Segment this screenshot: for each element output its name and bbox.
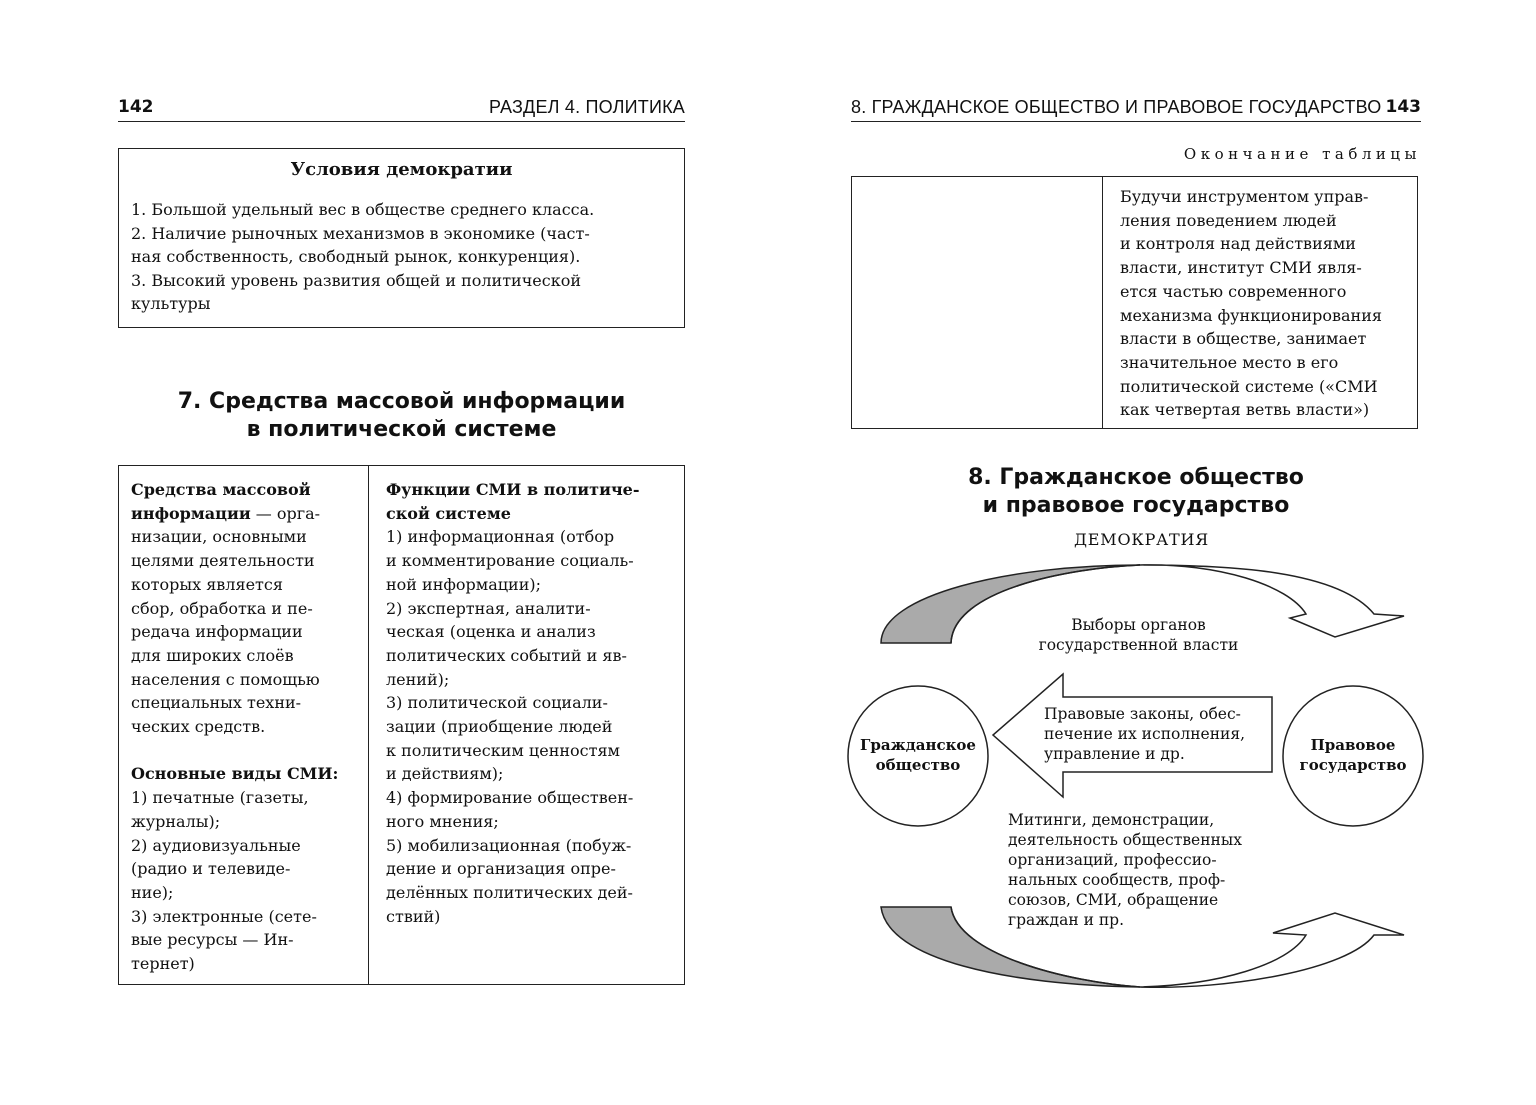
cell-line: ется частью современного bbox=[1120, 281, 1347, 301]
definition-line: населения с помощью bbox=[131, 669, 320, 689]
definition-line: целями деятельности bbox=[131, 551, 315, 571]
rallies-line: граждан и пр. bbox=[1008, 911, 1125, 929]
media-type-line: ние); bbox=[131, 882, 174, 902]
definition-line: специальных техни- bbox=[131, 693, 302, 713]
rallies-line: союзов, СМИ, обращение bbox=[1008, 891, 1219, 909]
civil-society-label bbox=[848, 735, 988, 775]
section-title-line: 7. Средства массовой информации bbox=[177, 389, 626, 414]
media-functions-column bbox=[369, 466, 684, 984]
function-line: дение и организация опре- bbox=[386, 859, 616, 879]
cell-line: Будучи инструментом управ- bbox=[1120, 187, 1369, 206]
page-number: 143 bbox=[1385, 97, 1421, 117]
media-type-line: тернет) bbox=[131, 954, 195, 974]
media-type-line: журналы); bbox=[131, 811, 221, 831]
definition-line: редача информации bbox=[131, 622, 303, 642]
elections-label bbox=[1026, 615, 1251, 655]
function-line: к политическим ценностям bbox=[386, 740, 620, 760]
function-line: лений); bbox=[386, 669, 450, 689]
definition-text: — орга- bbox=[250, 503, 321, 523]
function-line: зации (приобщение людей bbox=[386, 717, 613, 737]
running-head-title: 8. ГРАЖДАНСКОЕ ОБЩЕСТВО И ПРАВОВОЕ ГОСУДАРСТВО bbox=[851, 97, 1382, 117]
section-title-line: и правовое государство bbox=[982, 493, 1290, 518]
definition-line: которых является bbox=[131, 574, 283, 594]
section-title-line: в политической системе bbox=[246, 417, 557, 442]
function-line: политических событий и яв- bbox=[386, 645, 627, 665]
running-head-left bbox=[118, 95, 685, 122]
democracy-label: ДЕМОКРАТИЯ bbox=[1074, 530, 1209, 549]
function-line: 3) политической социали- bbox=[386, 693, 608, 713]
function-line: и комментирование социаль- bbox=[386, 551, 634, 571]
definition-line bbox=[131, 502, 356, 526]
function-line: 5) мобилизационная (побуж- bbox=[386, 835, 632, 855]
definition-term: информации bbox=[131, 503, 251, 523]
functions-heading: ской системе bbox=[386, 503, 511, 523]
functions-heading: Функции СМИ в политиче- bbox=[386, 480, 640, 499]
circle-label-line: Правовое bbox=[1310, 736, 1396, 754]
media-type-line: (радио и телевиде- bbox=[131, 859, 291, 879]
function-line: 2) экспертная, аналити- bbox=[386, 598, 591, 618]
function-line: делённых политических дей- bbox=[386, 882, 633, 902]
page-number: 142 bbox=[118, 97, 154, 117]
rallies-line: деятельность общественных bbox=[1008, 831, 1242, 849]
media-type-line: 1) печатные (газеты, bbox=[131, 788, 309, 808]
function-line: и действиям); bbox=[386, 764, 504, 784]
media-definition-column bbox=[119, 466, 369, 984]
laws-label bbox=[1044, 704, 1269, 764]
laws-line: Правовые законы, обес- bbox=[1044, 705, 1241, 723]
legal-state-label bbox=[1283, 735, 1423, 775]
circle-label-line: государство bbox=[1299, 756, 1407, 774]
condition-line: ная собственность, свободный рынок, конкуренция). bbox=[131, 247, 581, 266]
definition-line: сбор, обработка и пе- bbox=[131, 598, 313, 618]
cell-line: как четвертая ветвь власти») bbox=[1120, 400, 1370, 420]
elections-line: государственной власти bbox=[1038, 636, 1239, 654]
media-types-heading: Основные виды СМИ: bbox=[131, 764, 339, 784]
function-line: ческая (оценка и анализ bbox=[386, 622, 596, 642]
laws-line: управление и др. bbox=[1044, 745, 1185, 763]
condition-line: 1. Большой удельный вес в обществе среднего класса. bbox=[131, 200, 595, 219]
right-page bbox=[768, 0, 1536, 1105]
rallies-label bbox=[1008, 810, 1278, 930]
function-line: ной информации); bbox=[386, 574, 542, 594]
rallies-line: нальных сообществ, проф- bbox=[1008, 871, 1226, 889]
definition-term: Средства массовой bbox=[131, 480, 311, 499]
cell-line: власти, институт СМИ явля- bbox=[1120, 258, 1362, 278]
function-line: 1) информационная (отбор bbox=[386, 527, 615, 547]
cell-line: власти в обществе, занимает bbox=[1120, 329, 1367, 349]
condition-line: культуры bbox=[131, 294, 211, 313]
function-line: ного мнения; bbox=[386, 811, 499, 831]
media-type-line: 3) электронные (сете- bbox=[131, 906, 317, 926]
media-type-line: вые ресурсы — Ин- bbox=[131, 930, 294, 950]
democracy-diagram bbox=[768, 0, 1536, 1105]
running-head-title: РАЗДЕЛ 4. ПОЛИТИКА bbox=[488, 97, 685, 117]
definition-line: низации, основными bbox=[131, 527, 307, 547]
conditions-title: Условия демократии bbox=[290, 159, 513, 180]
rallies-line: Митинги, демонстрации, bbox=[1008, 811, 1215, 829]
circle-label-line: общество bbox=[875, 756, 961, 774]
laws-line: печение их исполнения, bbox=[1044, 725, 1246, 743]
media-table bbox=[118, 465, 685, 985]
rallies-line: организаций, профессио- bbox=[1008, 851, 1217, 869]
definition-line: ческих средств. bbox=[131, 717, 266, 737]
cell-line: ления поведением людей bbox=[1120, 210, 1337, 230]
section-title-line: 8. Гражданское общество bbox=[968, 465, 1304, 490]
cell-line: механизма функционирования bbox=[1120, 305, 1382, 325]
democracy-conditions-box bbox=[118, 148, 685, 328]
media-type-line: 2) аудиовизуальные bbox=[131, 835, 301, 855]
function-line: 4) формирование обществен- bbox=[386, 788, 634, 808]
section-7-title bbox=[118, 388, 685, 444]
definition-line: для широких слоёв bbox=[131, 645, 294, 665]
condition-line: 3. Высокий уровень развития общей и политической bbox=[131, 270, 582, 290]
elections-line: Выборы органов bbox=[1071, 616, 1206, 634]
circle-label-line: Гражданское bbox=[860, 736, 976, 754]
condition-line: 2. Наличие рыночных механизмов в экономике (част- bbox=[131, 223, 590, 243]
function-line: ствий) bbox=[386, 906, 441, 926]
table-end-label: Окончание таблицы bbox=[1183, 145, 1421, 163]
cell-line: значительное место в его bbox=[1120, 352, 1339, 372]
cell-line: и контроля над действиями bbox=[1120, 234, 1356, 254]
cell-line: политической системе («СМИ bbox=[1120, 376, 1378, 396]
